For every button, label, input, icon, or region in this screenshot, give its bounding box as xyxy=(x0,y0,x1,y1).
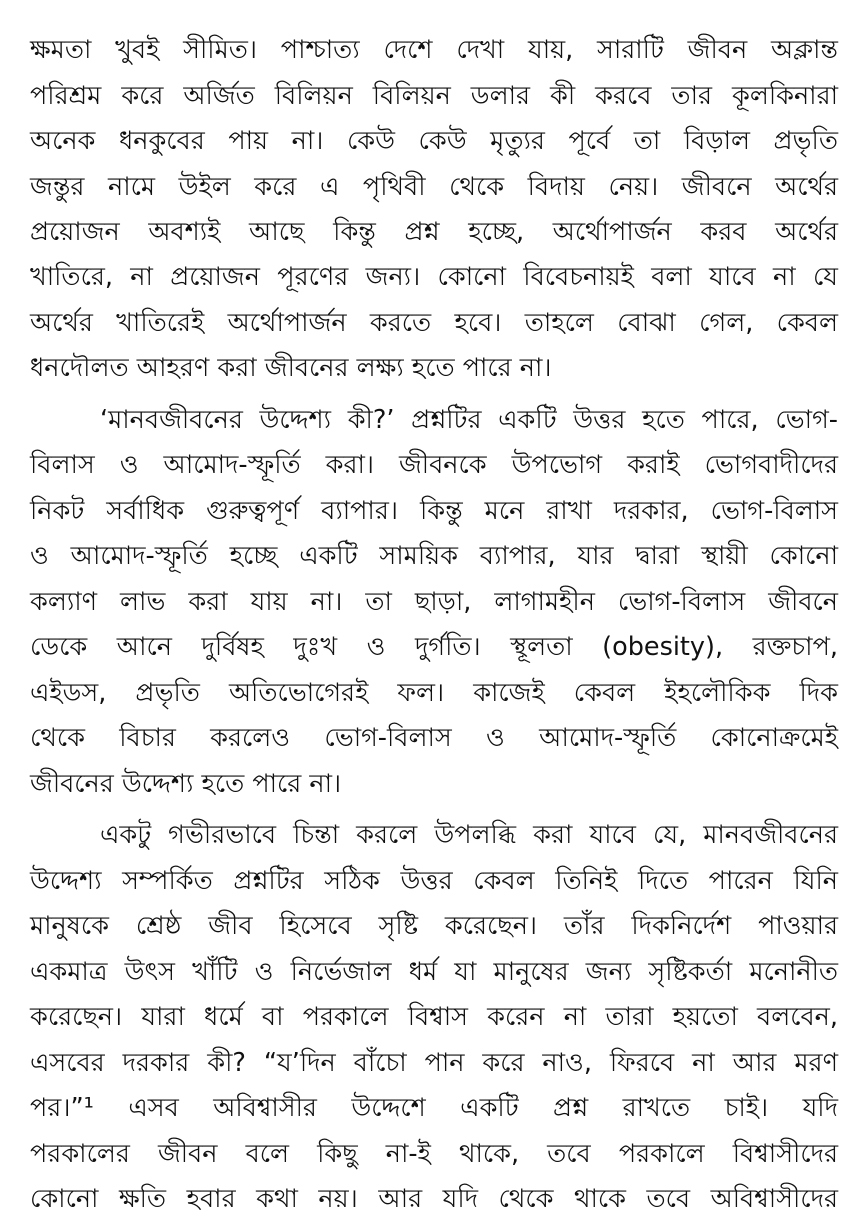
text-line: ক্ষমতা খুবই সীমিত। পাশ্চাত্য দেশে দেখা যায়, সারাটি জীবন অক্লান্ত xyxy=(30,35,838,65)
text-line: ধনদৌলত আহরণ করা জীবনের লক্ষ্য হতে পারে না। xyxy=(30,353,552,383)
text-line: একটু গভীরভাবে চিন্তা করলে উপলব্ধি করা যাবে যে, মানবজীবনের xyxy=(100,820,838,850)
text-line: অনেক ধনকুবের পায় না। কেউ কেউ মৃত্যুর পূর্বে তা বিড়াল প্রভৃতি xyxy=(30,126,838,156)
text-line: এইডস, প্রভৃতি অতিভোগেরই ফল। কাজেই কেবল ইহলৌকিক দিক xyxy=(30,678,838,708)
text-line: মানুষকে শ্রেষ্ঠ জীব হিসেবে সৃষ্টি করেছেন। তাঁর দিকনির্দেশ পাওয়ার xyxy=(30,911,838,941)
text-line: ও আমোদ-স্ফূর্তি হচ্ছে একটি সাময়িক ব্যাপার, যার দ্বারা স্থায়ী কোনো xyxy=(30,541,838,571)
text-line: করেছেন। যারা ধর্মে বা পরকালে বিশ্বাস করেন না তারা হয়তো বলবেন, xyxy=(30,1002,838,1032)
text-line: বিলাস ও আমোদ-স্ফূর্তি করা। জীবনকে উপভোগ করাই ভোগবাদীদের xyxy=(30,450,838,480)
text-line: ডেকে আনে দুর্বিষহ দুঃখ ও দুর্গতি। স্থূলতা (obesity), রক্তচাপ, xyxy=(30,632,838,662)
text-line: পর।”¹ এসব অবিশ্বাসীর উদ্দেশে একটি প্রশ্ন রাখতে চাই। যদি xyxy=(30,1093,838,1123)
text-line: থেকে বিচার করলেও ভোগ-বিলাস ও আমোদ-স্ফূর্তি কোনোক্রমেই xyxy=(30,723,838,753)
text-line: খাতিরে, না প্রয়োজন পূরণের জন্য। কোনো বিবেচনায়ই বলা যাবে না যে xyxy=(30,262,838,292)
text-line: ‘মানবজীবনের উদ্দেশ্য কী?’ প্রশ্নটির একটি উত্তর হতে পারে, ভোগ- xyxy=(100,405,838,435)
text-line: প্রয়োজন অবশ্যই আছে কিন্তু প্রশ্ন হচ্ছে, অর্থোপার্জন করব অর্থের xyxy=(30,217,838,247)
text-line: অর্থের খাতিরেই অর্থোপার্জন করতে হবে। তাহলে বোঝা গেল, কেবল xyxy=(30,308,838,338)
text-line: এসবের দরকার কী? “য’দিন বাঁচো পান করে নাও, ফিরবে না আর মরণ xyxy=(30,1048,838,1078)
text-line: উদ্দেশ্য সম্পর্কিত প্রশ্নটির সঠিক উত্তর কেবল তিনিই দিতে পারেন যিনি xyxy=(30,866,838,896)
text-line: একমাত্র উৎস খাঁটি ও নির্ভেজাল ধর্ম যা মানুষের জন্য সৃষ্টিকর্তা মনোনীত xyxy=(30,957,838,987)
text-line: পরিশ্রম করে অর্জিত বিলিয়ন বিলিয়ন ডলার কী করবে তার কূলকিনারা xyxy=(30,81,838,111)
text-line: কল্যাণ লাভ করা যায় না। তা ছাড়া, লাগামহীন ভোগ-বিলাস জীবনে xyxy=(30,587,838,617)
text-line: নিকট সর্বাধিক গুরুত্বপূর্ণ ব্যাপার। কিন্তু মনে রাখা দরকার, ভোগ-বিলাস xyxy=(30,496,838,526)
text-line: কোনো ক্ষতি হবার কথা নয়। আর যদি থেকে থাকে তবে অবিশ্বাসীদের xyxy=(30,1184,838,1214)
text-line: পরকালের জীবন বলে কিছু না-ই থাকে, তবে পরকালে বিশ্বাসীদের xyxy=(30,1139,838,1169)
text-line: জীবনের উদ্দেশ্য হতে পারে না। xyxy=(30,769,342,799)
text-line: জন্তুর নামে উইল করে এ পৃথিবী থেকে বিদায় নেয়। জীবনে অর্থের xyxy=(30,172,838,202)
